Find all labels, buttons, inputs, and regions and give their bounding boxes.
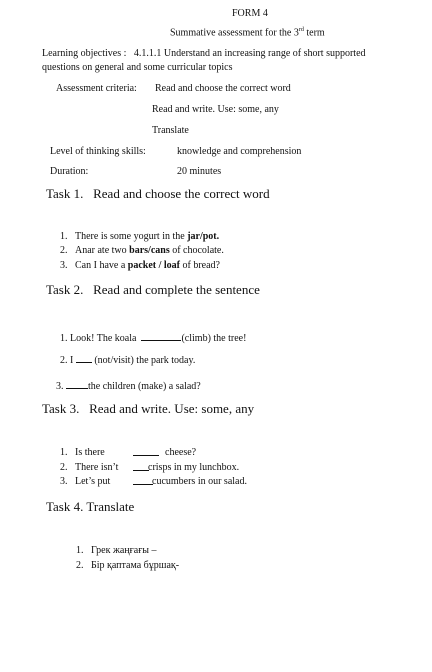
task3-item-1-end: cheese? [165, 447, 197, 458]
thinking-label: Level of thinking skills: [50, 146, 146, 157]
task1-item-3 [60, 260, 220, 271]
objectives-text1: 4.1.1.1 Understand an increasing range of short supported [133, 48, 366, 59]
criteria-item-3: Translate [152, 125, 189, 136]
task2-item-2 [60, 354, 195, 366]
item-text-end: (climb) the tree! [181, 333, 247, 344]
answer-blank[interactable] [76, 354, 92, 363]
answer-blank[interactable] [133, 447, 159, 456]
subtitle-suffix: term [303, 27, 325, 39]
task4-title: Task 4. Translate [46, 499, 135, 514]
duration-value: 20 minutes [177, 166, 222, 177]
task4-item-2 [76, 560, 179, 571]
task1-item-2 [60, 245, 224, 256]
task3-item-3-end: cucumbers in our salad. [152, 476, 247, 487]
task3-item-2 [60, 462, 118, 473]
task3-item-2-end: crisps in my lunchbox. [148, 462, 240, 473]
item-number: 1. [60, 231, 68, 242]
item-number: 1. [60, 333, 68, 344]
objectives-line2: questions on general and some curricular topics [42, 62, 233, 73]
subtitle-prefix: Summative assessment for the 3 [170, 27, 299, 39]
item-text: Бір қаптама бұршақ- [91, 560, 180, 571]
form-label: FORM 4 [232, 8, 268, 19]
task2-item-1 [60, 328, 246, 344]
task1-title: Task 1. Read and choose the correct word [46, 186, 270, 201]
item-number: 1. [60, 447, 68, 458]
task3-title: Task 3. Read and write. Use: some, any [42, 401, 255, 416]
objectives-line1 [42, 48, 366, 59]
task1-item-1 [60, 231, 219, 242]
item-text: Let’s put [75, 476, 111, 487]
task3-item-3 [60, 476, 110, 487]
objectives-label: Learning objectives : [42, 48, 127, 59]
task3-item-1 [60, 447, 105, 458]
item-number: 2. [76, 560, 84, 571]
item-text-end: of chocolate. [169, 245, 224, 256]
item-text: Look! The koala [70, 333, 137, 344]
task2-title: Task 2. Read and complete the sentence [46, 282, 260, 297]
item-text-end: (not/visit) the park today. [91, 355, 196, 366]
answer-blank[interactable] [141, 328, 181, 341]
item-number: 3. [60, 260, 68, 271]
item-number: 3. [56, 381, 64, 392]
item-text: Грек жаңғағы – [91, 545, 157, 556]
subtitle [170, 27, 325, 38]
criteria-label: Assessment criteria: [56, 83, 137, 94]
item-number: 2. [60, 355, 68, 366]
item-text-end: of bread? [179, 260, 220, 271]
item-text-end: the children (make) a salad? [88, 381, 201, 392]
item-number: 1. [76, 545, 84, 556]
item-number: 2. [60, 245, 68, 256]
criteria-item-1: Read and choose the correct word [155, 83, 291, 94]
thinking-value: knowledge and comprehension [177, 146, 302, 157]
duration-label: Duration: [50, 166, 89, 177]
item-choice: jar/pot. [187, 231, 220, 242]
item-text: I [70, 355, 74, 366]
answer-blank[interactable] [133, 476, 153, 485]
subtitle-sup: rd [298, 27, 304, 33]
answer-blank[interactable] [66, 380, 88, 389]
item-text: Anar ate two [75, 245, 130, 256]
answer-blank[interactable] [133, 462, 149, 471]
item-text: There isn’t [75, 462, 119, 473]
item-text: There is some yogurt in the [75, 231, 188, 242]
task4-item-1 [76, 545, 157, 556]
item-number: 3. [60, 476, 68, 487]
task2-item-3 [56, 380, 201, 392]
item-text: Can I have a [75, 260, 128, 271]
item-text: Is there [75, 447, 105, 458]
criteria-item-2: Read and write. Use: some, any [152, 104, 279, 115]
item-choice: packet / loaf [127, 260, 180, 271]
item-choice: bars/cans [129, 245, 170, 256]
item-number: 2. [60, 462, 68, 473]
